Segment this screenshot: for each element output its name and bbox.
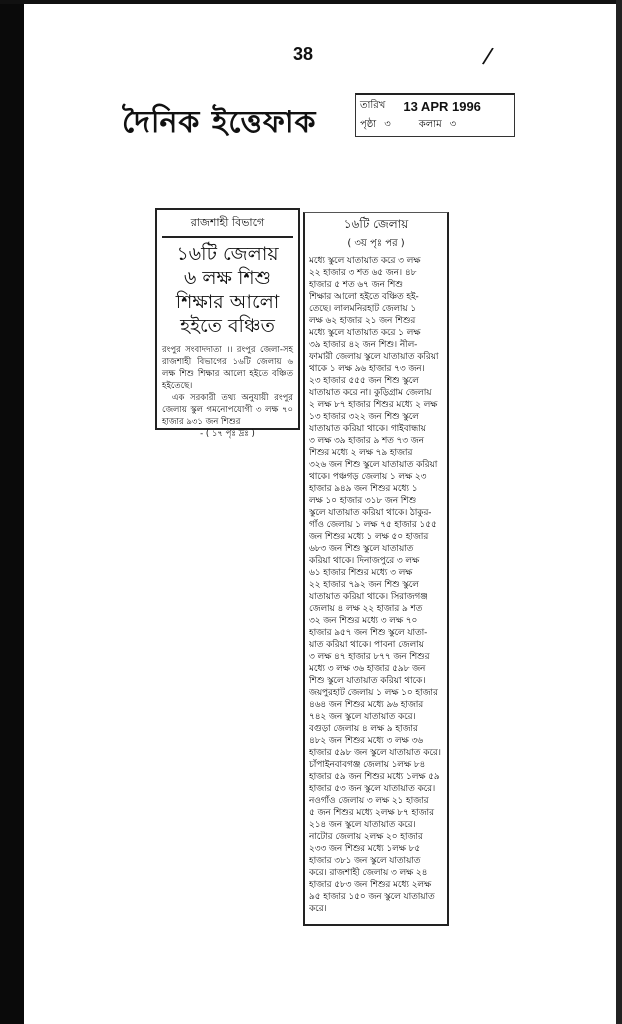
- text-line: করে।: [309, 904, 327, 914]
- text-line: থাকে। পঞ্চগড় জেলায় ১ লক্ষ ২৩: [309, 472, 427, 482]
- stamp-page-label: পৃষ্ঠা: [360, 119, 377, 130]
- article-headline: [162, 242, 293, 338]
- text-line: মধ্যে ৩ লক্ষ ৩৬ হাজার ৫৯৮ জন: [309, 664, 426, 674]
- stamp-column-label: কলাম: [418, 119, 442, 130]
- text-line: ১৩ হাজার ৩২২ জন শিশু স্কুলে: [309, 412, 419, 422]
- text-line: করিয়া থাকে। দিনাজপুরে ৩ লক্ষ: [309, 556, 420, 566]
- text-line: ৪৬৪ জন শিশুর মধ্যে ৯৬ হাজার: [309, 700, 424, 710]
- text-line: ৯৫ হাজার ১৫০ জন স্কুলে যাতায়াত: [309, 892, 435, 902]
- article-body: [309, 255, 443, 915]
- text-line: নওগাঁও জেলায় ৩ লক্ষ ২১ হাজার: [309, 796, 429, 806]
- headline-line: শিক্ষার আলো: [175, 291, 280, 313]
- text-line: ৩ লক্ষ ৩৯ হাজার ৯ শত ৭৩ জন: [309, 436, 424, 446]
- newspaper-masthead: দৈনিক ইত্তেফাক: [122, 105, 317, 140]
- text-line: গাঁও জেলায় ১ লক্ষ ৭৫ হাজার ১৫৫: [309, 520, 437, 530]
- text-line: শিশু স্কুলে যাতায়াত করিয়া থাকে।: [309, 676, 426, 686]
- text-line: বগুড়া জেলায় ৪ লক্ষ ৯ হাজার: [309, 724, 418, 734]
- stamp-column-value: ৩: [449, 119, 457, 130]
- text-line: ফামারী জেলায় স্কুলে যাতায়াত করিয়া: [309, 352, 439, 362]
- headline-line: ৬ লক্ষ শিশু: [183, 267, 272, 289]
- text-line: হাজার ৫ শত ৬৭ জন শিশু: [309, 280, 403, 290]
- text-line: তেছে। লালমনিরহাট জেলায় ১: [309, 304, 417, 314]
- scan-edge-top: [0, 0, 622, 4]
- text-line: ২ লক্ষ ৮৭ হাজার শিশুর মধ্যে ২ লক্ষ: [309, 400, 438, 410]
- text-line: করে। রাজশাহী জেলায় ৩ লক্ষ ২৪: [309, 868, 428, 878]
- text-line: ২২ হাজার ৭৯২ জন শিশু স্কুলে: [309, 580, 419, 590]
- text-line: ৩৯ হাজার ৪২ জন শিশু। নীল-: [309, 340, 418, 350]
- paragraph: রংপুর সংবাদদাতা ।। রংপুর জেলা-সহ রাজশাহী বিভাগের ১৬টি জেলায় ৬ লক্ষ শিশু শিক্ষার আলো হইতে বঞ্চিত হইতেছে।: [162, 345, 293, 391]
- right-article: [303, 212, 449, 926]
- stamp-date: 13 APR 1996: [403, 99, 481, 114]
- text-line: ৬৮৩ জন শিশু স্কুলে যাতায়াত: [309, 544, 414, 554]
- continuation-note: - ( ১৭ পৃঃ দ্রঃ ): [200, 429, 255, 439]
- scan-edge-right: [616, 0, 622, 1024]
- text-line: শিক্ষার আলো হইতে বঞ্চিত হই-: [309, 292, 419, 302]
- date-stamp: [355, 93, 515, 137]
- text-line: ৬১ হাজার শিশুর মধ্যে ৩ লক্ষ: [309, 568, 413, 578]
- headline-line: হইতে বঞ্চিত: [180, 315, 275, 337]
- text-line: হাজার ৫৮৩ জন শিশুর মধ্যে ২লক্ষ: [309, 880, 432, 890]
- text-line: হাজার ৫৯৮ জন স্কুলে যাতায়াত করে।: [309, 748, 441, 758]
- text-line: জন শিশুর মধ্যে ১ লক্ষ ৫০ হাজার: [309, 532, 429, 542]
- text-line: ২৩৩ জন শিশুর মধ্যে ১লক্ষ ৮৫: [309, 844, 421, 854]
- text-line: হাজার ৯৪৯ জন শিশুর মধ্যে ১: [309, 484, 418, 494]
- text-line: স্কুলে যাতায়াত করিয়া থাকে। ঠাকুর-: [309, 508, 432, 518]
- text-line: ৫ জন শিশুর মধ্যে ২লক্ষ ৮৭ হাজার: [309, 808, 434, 818]
- text-line: থাকে ১ লক্ষ ৯৬ হাজার ৭৩ জন।: [309, 364, 425, 374]
- paragraph: এক সরকারী তথ্য অনুযায়ী রংপুর জেলায় স্কুল গমনোপযোগী ৩ লক্ষ ৭০ হাজার ৯৩১ জন শিশুর: [162, 393, 293, 427]
- text-line: হাজার ৯৫৭ জন শিশু স্কুলে যাতা-: [309, 628, 428, 638]
- continued-from: ( ৩য় পৃঃ পর ): [347, 238, 405, 249]
- text-line: মধ্যে স্কুলে যাতায়াত করে ৩ লক্ষ: [309, 256, 421, 266]
- text-line: ৪৮২ জন শিশুর মধ্যে ৩ লক্ষ ৩৬: [309, 736, 423, 746]
- text-line: ২১৪ জন স্কুলে যাতায়াত করে।: [309, 820, 416, 830]
- text-line: ২২ হাজার ৩ শত ৬৫ জন। ৪৮: [309, 268, 417, 278]
- text-line: লক্ষ ৬২ হাজার ২১ জন শিশুর: [309, 316, 416, 326]
- text-line: হাজার ৫৩ জন স্কুলে যাতায়াত করে।: [309, 784, 436, 794]
- scan-edge-left: [0, 0, 24, 1024]
- text-line: ৩২৬ জন শিশু স্কুলে যাতায়াত করিয়া: [309, 460, 438, 470]
- section-label: রাজশাহী বিভাগে: [162, 214, 293, 238]
- continuation-heading: ১৬টি জেলায়: [343, 217, 409, 231]
- text-line: শিশুর মধ্যে ২ লক্ষ ৭৯ হাজার: [309, 448, 413, 458]
- article-body: [162, 344, 293, 440]
- text-line: হাজার ৫৯ জন শিশুর মধ্যে ১লক্ষ ৫৯: [309, 772, 440, 782]
- text-line: ২৩ হাজার ৫৫৫ জন শিশু স্কুলে: [309, 376, 419, 386]
- text-line: যাতায়াত করে না। কুড়িগ্রাম জেলায়: [309, 388, 432, 398]
- text-line: মধ্যে স্কুলে যাতায়াত করে ১ লক্ষ: [309, 328, 421, 338]
- text-line: যাতায়াত করিয়া থাকে। গাইবান্ধায়: [309, 424, 426, 434]
- left-article: [155, 208, 300, 439]
- text-line: হাজার ৩৮১ জন স্কুলে যাতায়াত: [309, 856, 421, 866]
- text-line: ৩ লক্ষ ৪৭ হাজার ৮৭৭ জন শিশুর: [309, 652, 430, 662]
- page-number: 38: [293, 44, 314, 64]
- text-line: জয়পুরহাট জেলায় ১ লক্ষ ১০ হাজার: [309, 688, 438, 698]
- text-line: ৭৪২ জন স্কুলে যাতায়াত করে।: [309, 712, 416, 722]
- corner-mark: /: [480, 43, 495, 70]
- headline-line: ১৬টি জেলায়: [176, 243, 279, 265]
- text-line: যাতায়াত করিয়া থাকে। সিরাজগঞ্জ: [309, 592, 428, 602]
- text-line: নাটোর জেলায় ২লক্ষ ২০ হাজার: [309, 832, 423, 842]
- text-line: জেলায় ৪ লক্ষ ২২ হাজার ৯ শত: [309, 604, 423, 614]
- stamp-date-label: তারিখ: [360, 100, 386, 111]
- stamp-page-value: ৩: [384, 119, 391, 130]
- text-line: লক্ষ ১০ হাজার ৩১৮ জন শিশু: [309, 496, 417, 506]
- text-line: চাঁপাইনবাবগঞ্জ জেলায় ১লক্ষ ৮৪: [309, 760, 426, 770]
- text-line: য়াত করিয়া থাকে। পাবনা জেলায়: [309, 640, 424, 650]
- text-line: ৩২ জন শিশুর মধ্যে ৩ লক্ষ ৭০: [309, 616, 418, 626]
